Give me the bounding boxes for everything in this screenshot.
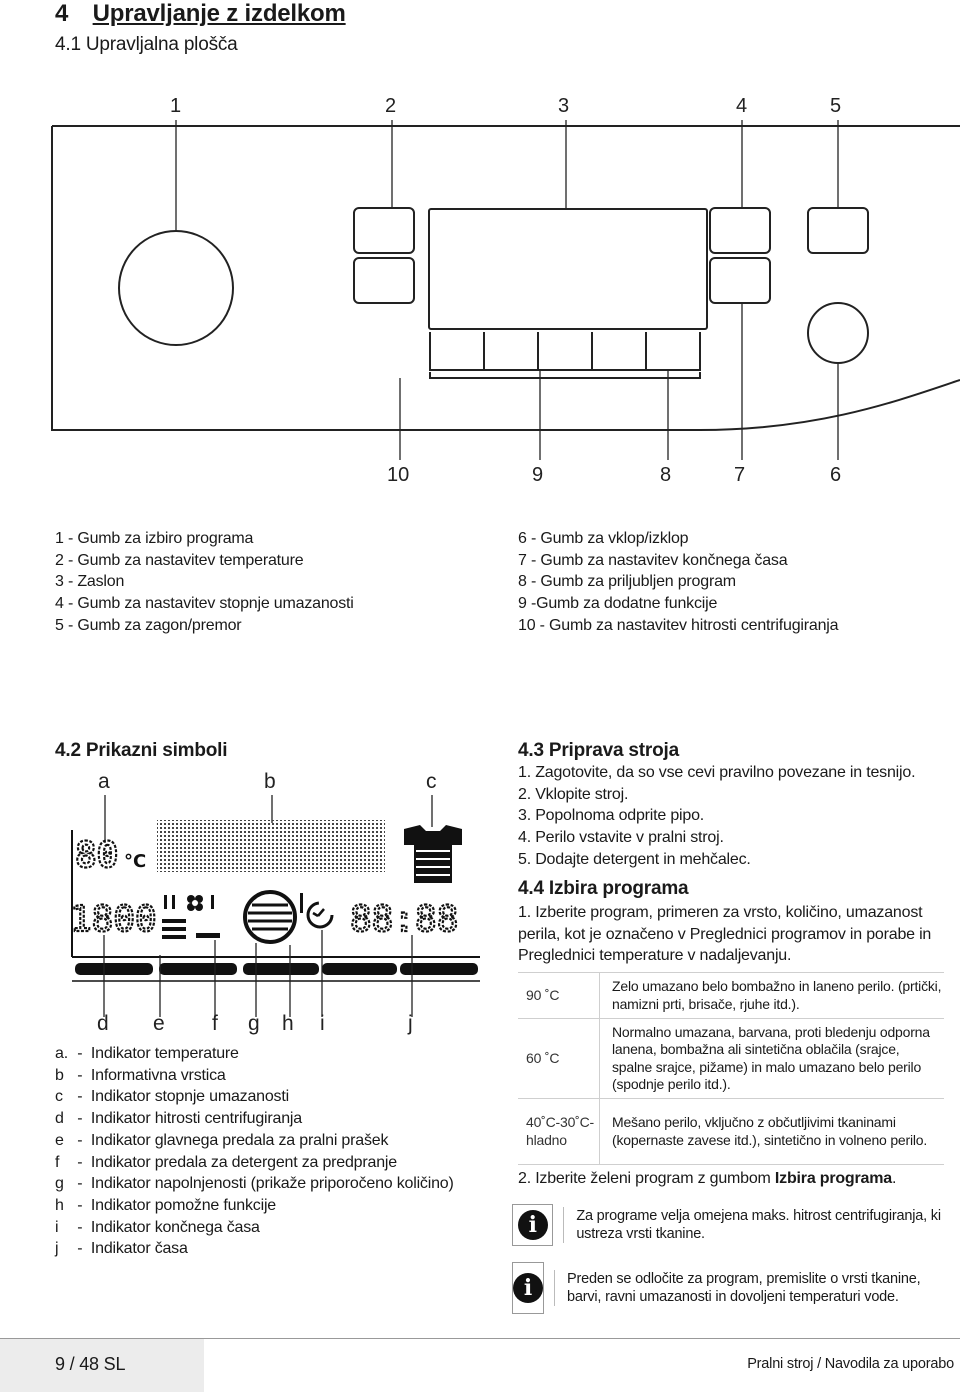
temperature-readout: 80 [75,835,119,876]
symbol-legend [55,1043,454,1260]
bottom-buttons-base [430,372,700,378]
panel-number-3: 3 [558,95,570,117]
display-letter-d: d [97,1012,109,1035]
auxiliary-function-indicator [300,893,303,913]
info-icon: i [512,1262,544,1314]
table-row [518,1019,944,1099]
start-pause-button-outline [808,208,868,253]
bottom-buttons-outline [430,332,700,370]
prep-steps [518,762,915,871]
symbol-legend-item: c - Indikator stopnje umazanosti [55,1088,289,1106]
subsection-4-1-title: 4.1 Upravljalna plošča [55,34,238,55]
display-letter-g: g [248,1012,260,1035]
prep-step: 1. Zagotovite, da so vse cevi pravilno povezane in tesnijo. [518,764,916,781]
table-row [518,973,944,1019]
page-footer [0,1338,960,1392]
table-cell-desc: Zelo umazano belo bombažno in laneno perilo. (prtički, namizni prti, brisače, rjuhe itd.). [600,973,945,1019]
footer-divider [0,1338,960,1339]
spin-button-outline [354,258,414,303]
display-letter-j: j [408,1012,413,1035]
legend-item: 5 - Gumb za zagon/premor [55,616,242,634]
display-letter-c: c [426,770,437,793]
spin-readout: 1800 [70,899,157,940]
soil-button-outline-2 [710,258,770,303]
info-bar-indicator [157,820,385,872]
legend-item: 4 - Gumb za nastavitev stopnje umazanosti [55,595,354,613]
symbol-legend-item: f - Indikator predala za detergent za predpranje [55,1153,397,1171]
display-letter-b: b [264,770,276,793]
prep-step: 5. Dodajte detergent in mehčalec. [518,850,751,868]
table-cell-temp: 40˚C-30˚C-hladno [518,1099,600,1165]
note-box [512,1204,952,1246]
panel-number-4: 4 [736,95,748,117]
legend-item: 6 - Gumb za vklop/izklop [518,530,689,547]
legend-item: 1 - Gumb za izbiro programa [55,530,254,547]
subsection-4-3-title: 4.3 Priprava stroja [518,740,679,761]
legend-item: 3 - Zaslon [55,573,125,591]
step-1-text: 1. Izberite program, primeren za vrsto, količino, umazanost perila, kot je označeno v Preglednici programov in porabe in Preglednici temperature v nadaljevanju. [518,904,932,965]
on-off-knob [808,303,868,363]
footer-page-number: 9 / 48 SL [55,1354,126,1374]
subsection-4-2-title: 4.2 Prikazni simboli [55,740,228,761]
display-letter-h: h [282,1012,294,1035]
panel-legend-right [518,528,838,637]
table-row [518,1099,944,1165]
note-text: Za programe velja omejena maks. hitrost centrifugiranja, ki ustreza vrsti tkanine. [563,1207,952,1243]
symbol-legend-item: g - Indikator napolnjenosti (prikaže priporočeno količino) [55,1175,454,1193]
temperature-table [518,972,944,1165]
section-title: Upravljanje z izdelkom [92,0,346,27]
load-indicator [245,892,295,942]
prep-step: 4. Perilo vstavite v pralni stroj. [518,829,724,847]
panel-number-1: 1 [170,95,182,117]
note-box [512,1262,952,1314]
display-symbols-diagram [60,795,480,1020]
time-readout: 88:88 [350,899,459,940]
symbol-legend-item: a. - Indikator temperature [55,1045,239,1062]
panel-number-6: 6 [830,464,842,486]
info-icon: i [512,1204,553,1246]
legend-item: 2 - Gumb za nastavitev temperature [55,551,304,569]
panel-number-5: 5 [830,95,842,117]
control-panel-diagram [0,85,960,495]
display-screen [429,209,707,329]
symbol-legend-item: d - Indikator hitrosti centrifugiranja [55,1110,302,1128]
display-letter-a: a [98,770,110,793]
table-cell-temp: 60 ˚C [518,1019,600,1099]
section-number: 4 [55,0,69,27]
temperature-button-outline [354,208,414,253]
temperature-unit: °C [124,851,147,872]
panel-legend-left [55,528,354,637]
legend-item: 10 - Gumb za nastavitev hitrosti centrifugiranja [518,616,839,634]
footer-doc-title: Pralni stroj / Navodila za uporabo [747,1356,954,1372]
soil-button-outline-1 [710,208,770,253]
symbol-legend-item: h - Indikator pomožne funkcije [55,1196,277,1214]
bottom-indicator-bars [75,963,478,975]
prep-step: 3. Popolnoma odprite pipo. [518,807,705,825]
display-letter-i: i [320,1012,325,1035]
step-2-text: 2. Izberite želeni program z gumbom Izbira programa. [518,1170,897,1187]
end-time-icon [308,903,332,927]
panel-number-10: 10 [387,464,410,486]
note-text: Preden se odločite za program, premislite o vrsti tkanine, barvi, ravni umazanosti in dovoljeni temperaturi vode. [554,1270,952,1306]
symbol-legend-item: i - Indikator končnega časa [55,1218,260,1236]
flower-icon [187,895,203,911]
display-letter-f: f [212,1012,218,1035]
legend-item: 7 - Gumb za nastavitev končnega časa [518,551,788,569]
legend-item: 9 -Gumb za dodatne funkcije [518,595,718,613]
subsection-4-4-title: 4.4 Izbira programa [518,878,689,899]
panel-number-8: 8 [660,464,672,486]
legend-item: 8 - Gumb za priljubljen program [518,573,736,591]
panel-number-2: 2 [385,95,397,117]
soil-level-shirt-icon [404,825,462,883]
panel-outline [52,126,960,430]
symbol-legend-item: e - Indikator glavnega predala za pralni prašek [55,1131,389,1149]
panel-number-7: 7 [734,464,746,486]
prep-step: 2. Vklopite stroj. [518,785,629,803]
program-knob [119,231,233,345]
panel-number-9: 9 [532,464,544,486]
table-cell-desc: Normalno umazana, barvana, proti bledenju odporna lanena, bombažna ali sintetična oblačila (srajce, spalne srajce, pižame) in malo umazano belo perilo (spodnje perilo itd.). [600,1019,945,1099]
table-cell-temp: 90 ˚C [518,973,600,1019]
table-cell-desc: Mešano perilo, vključno z občutljivimi tkaninami (kopernaste zavese itd.), sintetično in volneno perilo. [600,1099,945,1165]
display-letter-e: e [153,1012,165,1035]
main-wash-drawer-indicator [162,895,186,939]
section-heading [55,0,346,28]
symbol-legend-item: b - Informativna vrstica [55,1066,226,1084]
symbol-legend-item: j - Indikator časa [55,1240,188,1258]
